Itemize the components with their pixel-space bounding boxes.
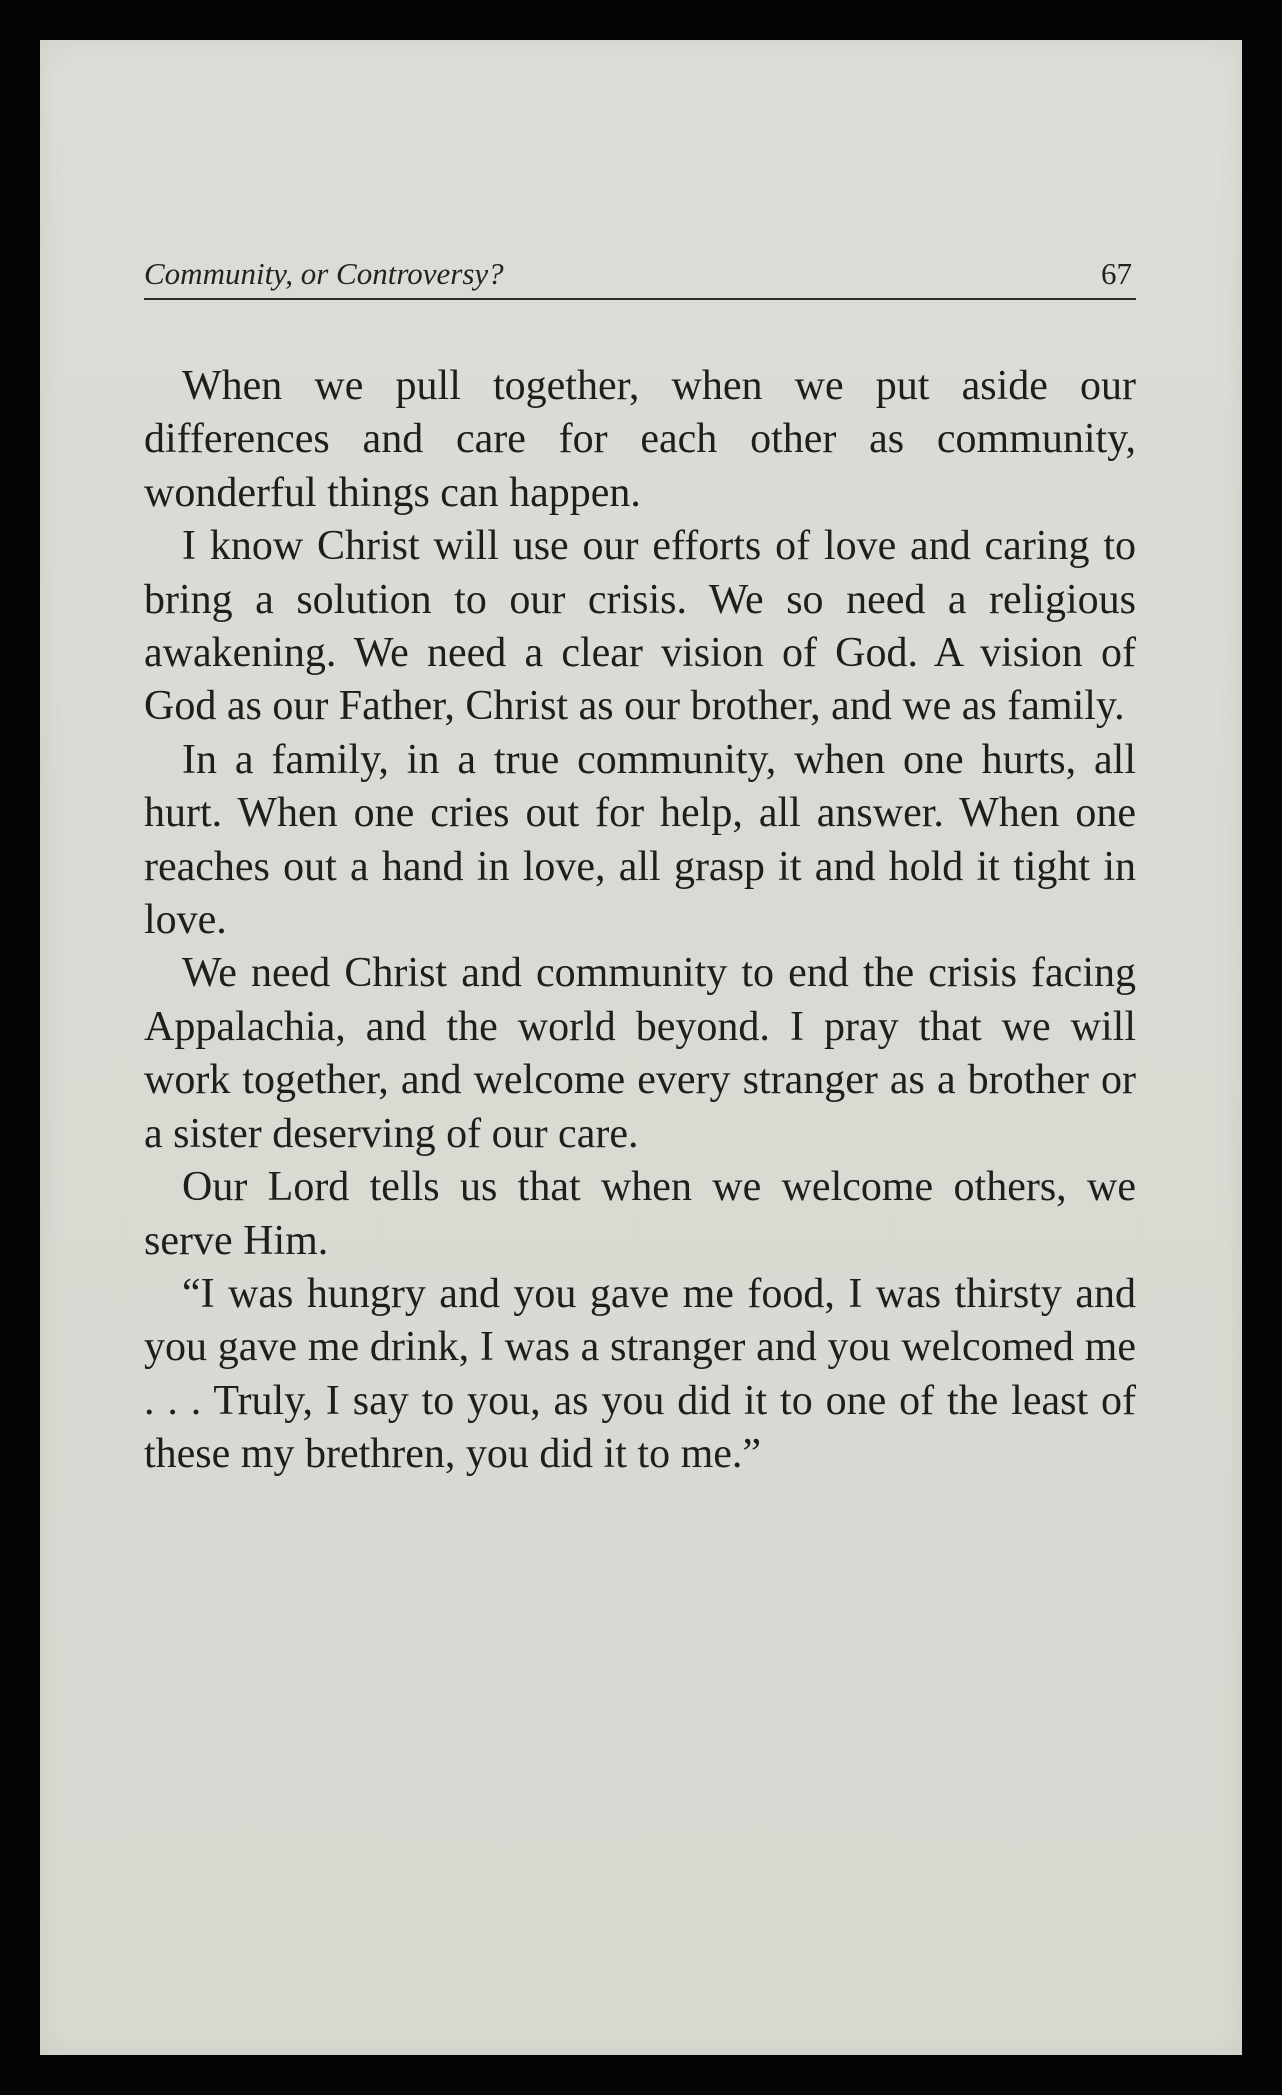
paragraph-5: Our Lord tells us that when we welcome others, we serve Him.	[144, 1164, 1136, 1264]
paragraph-4: We need Christ and community to end the crisis facing Appalachia, and the world beyond. I pray that we will work together, and welcome every stranger as a brother or a sister deserving of our care.	[144, 950, 1136, 1157]
running-title: Community, or Controversy?	[144, 256, 504, 291]
scripture-quote: “I was hungry and you gave me food, I was thirsty and you gave me drink, I was a stranger and you welcomed me . . . Truly, I say to you, as you did it to one of the least of these my brethren, you did it to me.”	[144, 1270, 1136, 1478]
paragraph-1: When we pull together, when we put aside our differences and care for each other as community, wonderful things can happen.	[144, 363, 1136, 516]
paragraph-2: I know Christ will use our efforts of love and caring to bring a solution to our crisis. We so need a religious awakening. We need a clear vision of God. A vision of God as our Father, Christ as our brother, and we as family.	[144, 523, 1136, 730]
page-number: 67	[1101, 256, 1132, 291]
running-head	[144, 244, 1136, 300]
paragraph-3: In a family, in a true community, when one hurts, all hurt. When one cries out for help, all answer. When one reaches out a hand in love, all grasp it and hold it tight in love.	[144, 736, 1136, 944]
body-text	[144, 360, 1136, 1482]
book-page	[40, 40, 1242, 2055]
